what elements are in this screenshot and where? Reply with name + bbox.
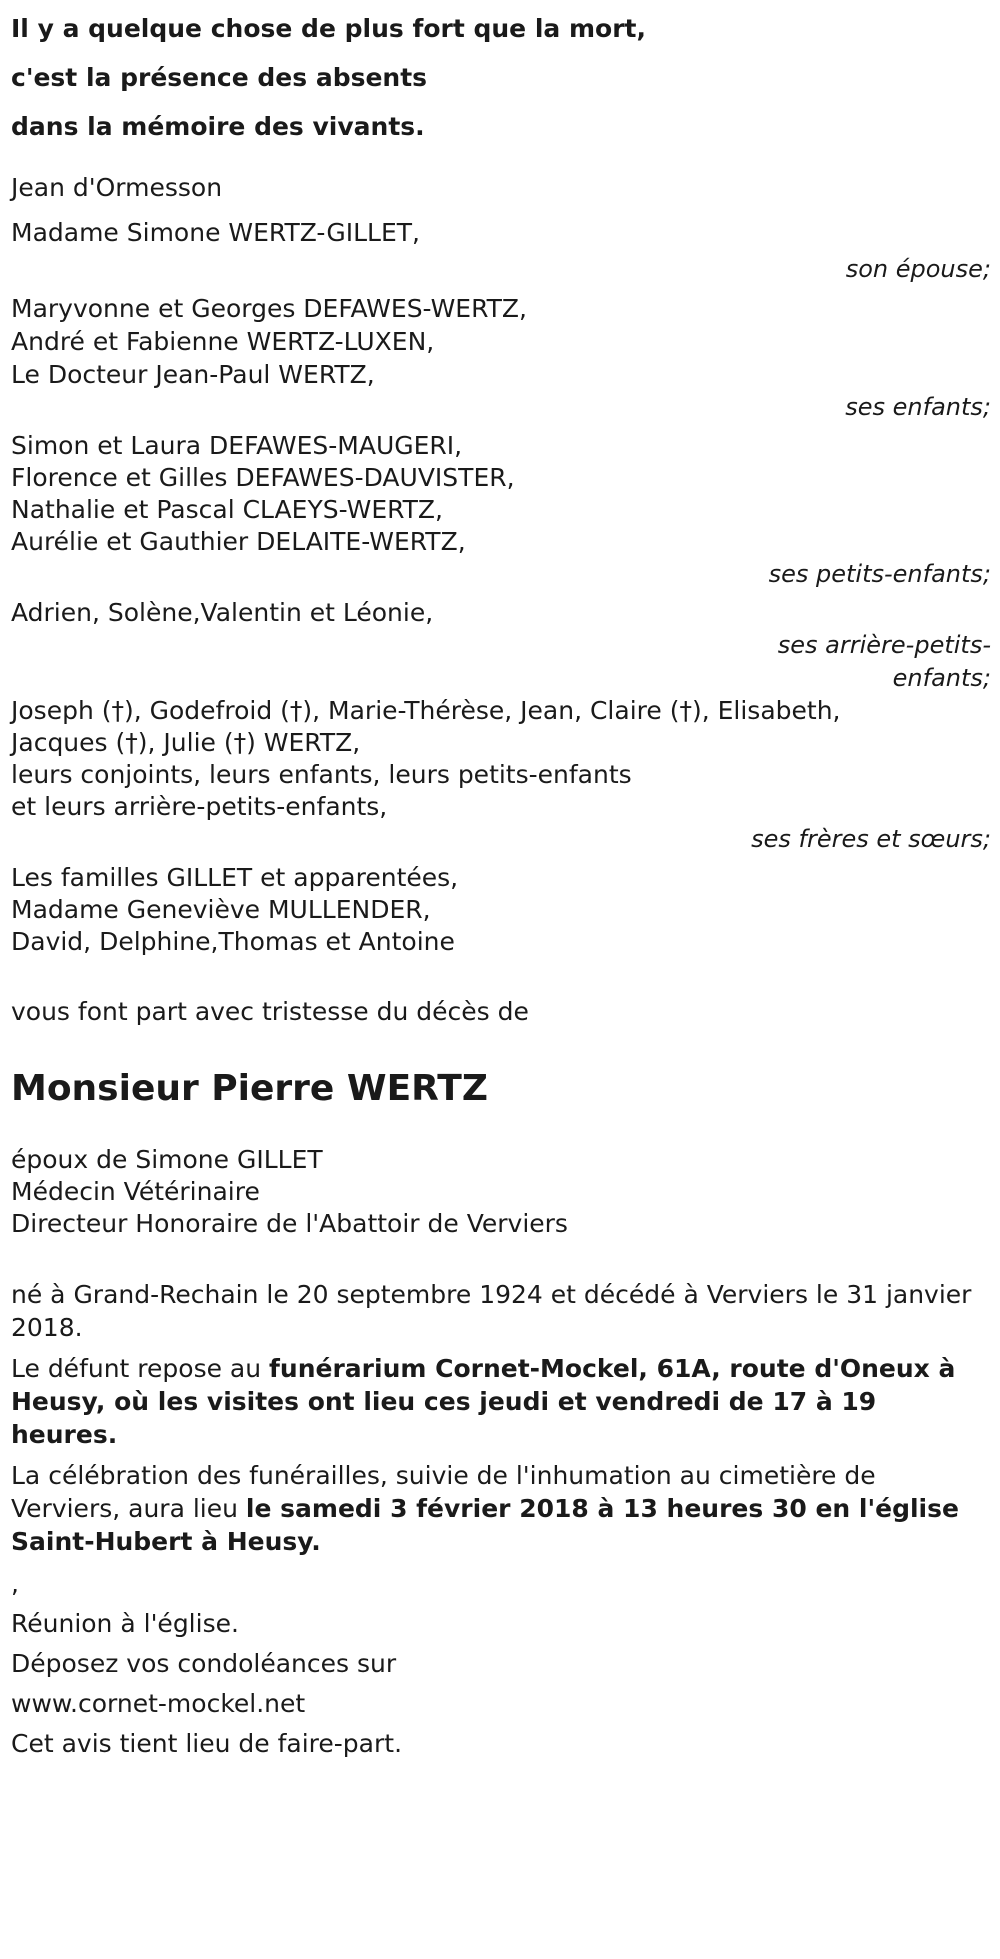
- sibling-line: Jacques (†), Julie (†) WERTZ,: [11, 728, 361, 757]
- great-grandchildren-group: [11, 597, 991, 695]
- siblings-role: ses frères et sœurs;: [751, 825, 991, 853]
- child-name: André et Fabienne WERTZ-LUXEN,: [11, 327, 435, 356]
- spouse-role: son épouse;: [845, 255, 991, 283]
- closing-line: Réunion à l'église.: [11, 1609, 239, 1638]
- great-grandchildren-role: ses arrière-petits-: [777, 631, 991, 659]
- others-group: [11, 862, 991, 958]
- grandchildren-group: [11, 430, 991, 591]
- quote-line: dans la mémoire des vivants.: [11, 112, 425, 141]
- closing-line: Cet avis tient lieu de faire-part.: [11, 1729, 403, 1758]
- repose-location: funérarium Cornet-Mockel, 61A, route d'Oneux à Heusy, où les visites ont lieu ces jeudi et vendredi de 17 à 19 heures.: [11, 1354, 956, 1449]
- condolence-link[interactable]: www.cornet-mockel.net: [11, 1689, 306, 1718]
- grandchildren-role: ses petits-enfants;: [768, 560, 991, 588]
- sibling-line: Joseph (†), Godefroid (†), Marie-Thérèse, Jean, Claire (†), Elisabeth,: [11, 696, 841, 725]
- announcement: vous font part avec tristesse du décès de: [11, 997, 529, 1026]
- deceased-detail: Directeur Honoraire de l'Abattoir de Verviers: [11, 1209, 568, 1238]
- spouse-name: Madame Simone WERTZ-GILLET,: [11, 218, 420, 247]
- other-name: David, Delphine,Thomas et Antoine: [11, 927, 455, 956]
- repose-prefix: Le défunt repose au: [11, 1354, 270, 1383]
- deceased-name: Monsieur Pierre WERTZ: [11, 1068, 488, 1109]
- grandchild-name: Aurélie et Gauthier DELAITE-WERTZ,: [11, 527, 466, 556]
- deceased-detail: Médecin Vétérinaire: [11, 1177, 260, 1206]
- child-name: Le Docteur Jean-Paul WERTZ,: [11, 360, 375, 389]
- closing-line: Déposez vos condoléances sur: [11, 1649, 397, 1678]
- children-role: ses enfants;: [845, 393, 991, 421]
- other-name: Les familles GILLET et apparentées,: [11, 863, 459, 892]
- obituary-notice: [11, 0, 991, 1764]
- ceremony-prefix: La célébration des funérailles, suivie de l'inhumation au cimetière de Verviers, aura lieu: [11, 1461, 876, 1523]
- great-grandchild-name: Adrien, Solène,Valentin et Léonie,: [11, 598, 434, 627]
- great-grandchildren-role-cont: enfants;: [892, 664, 991, 692]
- birth-death-text: né à Grand-Rechain le 20 septembre 1924 et décédé à Verviers le 31 janvier 2018.: [11, 1280, 972, 1342]
- stray-comma: ,: [11, 1569, 19, 1598]
- deceased-details: [11, 1144, 991, 1240]
- repose-text: [11, 1352, 991, 1451]
- sibling-line: leurs conjoints, leurs enfants, leurs petits-enfants: [11, 760, 632, 789]
- quote-block: [11, 4, 991, 151]
- spouse-group: [11, 213, 991, 286]
- closing-block: [11, 1604, 991, 1764]
- children-group: [11, 292, 991, 424]
- ceremony-text: [11, 1459, 991, 1558]
- quote-author: Jean d'Ormesson: [11, 173, 223, 202]
- sibling-line: et leurs arrière-petits-enfants,: [11, 792, 388, 821]
- deceased-detail: époux de Simone GILLET: [11, 1145, 323, 1174]
- grandchild-name: Nathalie et Pascal CLAEYS-WERTZ,: [11, 495, 444, 524]
- other-name: Madame Geneviève MULLENDER,: [11, 895, 431, 924]
- grandchild-name: Florence et Gilles DEFAWES-DAUVISTER,: [11, 463, 515, 492]
- quote-line: c'est la présence des absents: [11, 63, 428, 92]
- ceremony-details: le samedi 3 février 2018 à 13 heures 30 en l'église Saint-Hubert à Heusy.: [11, 1494, 959, 1556]
- quote-line: Il y a quelque chose de plus fort que la mort,: [11, 14, 646, 43]
- siblings-group: [11, 695, 991, 856]
- grandchild-name: Simon et Laura DEFAWES-MAUGERI,: [11, 431, 463, 460]
- child-name: Maryvonne et Georges DEFAWES-WERTZ,: [11, 294, 527, 323]
